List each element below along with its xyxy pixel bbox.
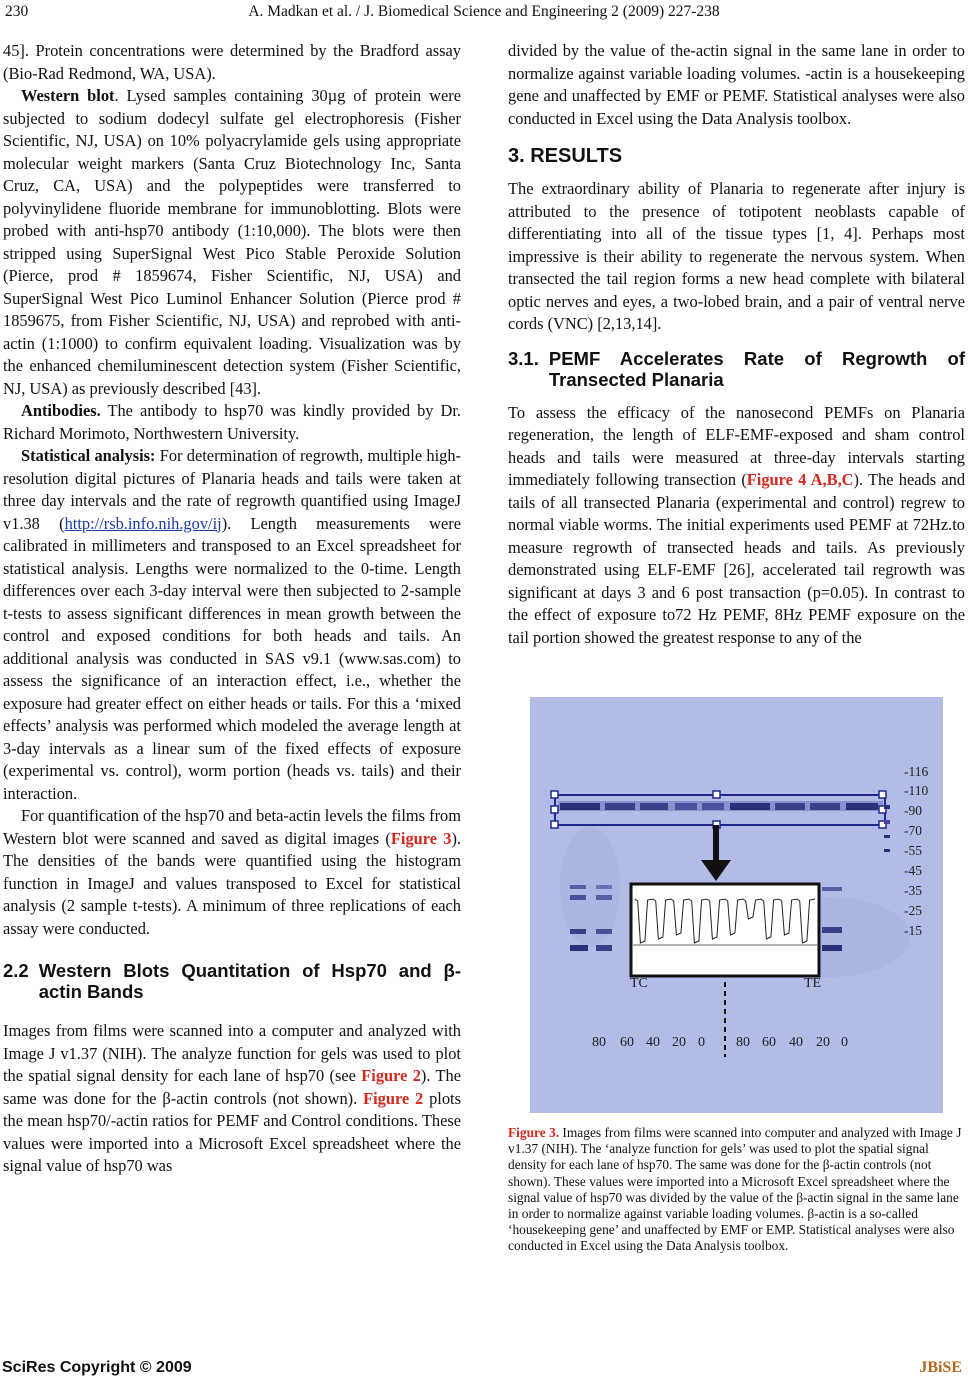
lead-antibodies: Antibodies. [21, 401, 101, 420]
paragraph-image-analysis [3, 1020, 461, 1178]
lead-western-blot: Western blot [21, 86, 115, 105]
section-3-1-number: 3.1. [508, 347, 539, 369]
mw-marker: -15 [904, 923, 922, 938]
figure-3-western-blot [530, 697, 943, 1113]
footer-journal: JBiSE [919, 1359, 962, 1376]
lane-labels-te [736, 1035, 848, 1050]
paragraph-western-blot [3, 85, 461, 400]
lane-tc-40: 40 [646, 1035, 660, 1050]
western-blot-image [530, 697, 943, 1113]
imagej-link[interactable]: http://rsb.info.nih.gov/ij [64, 513, 222, 533]
lane-tc-80: 80 [592, 1035, 606, 1050]
running-header [0, 3, 968, 25]
paragraph-normalization: divided by the value of the-actin signal in the same lane in order to normalize against variable loading volumes. -actin is a housekeeping gene and unaffected by EMF or PEMF. Statistical analyses were also conducted in Excel using the Data Analysis toolbox. [508, 41, 965, 128]
down-arrow-icon [701, 825, 731, 881]
page-footer [0, 1359, 968, 1383]
mw-marker: -55 [904, 843, 922, 858]
text-quant-b: ). The densities of the bands were quantified using the histogram function in ImageJ and values transposed to Excel for statistical analysis (2 sample t-tests). A minimum of three replications of each assay were conducted. [3, 828, 461, 938]
text-western-blot: . Lysed samples containing 30µg of protein were subjected to sodium dodecyl sulfate gel electrophoresis (Fisher Scientific, NJ, USA) on 10% polyacrylamide gels using appropriate molecular weight markers (Santa Cruz Biotechnology Inc, Santa Cruz, CA, USA) and the polypeptides were transferred to polyvinylidene fluoride membrane for immunoblotting. Blots were probed with anti-hsp70 antibody (1:10,000). The blots were then stripped using SuperSignal West Pico Stable Peroxide Solution (Pierce, prod # 1859674, Fisher Scientific, NJ, USA) and SuperSignal West Pico Luminol Enhancer Solution (Pierce prod # 1859675, from Fisher Scientific, NJ, USA) and reprobed with anti-actin (1:1000) to confirm equivalent loading. Visualization was by the enhanced chemiluminescent detection system (Fisher Scientific, NJ, USA) as previously described [43]. [3, 86, 462, 398]
lane-te-60: 60 [762, 1035, 776, 1050]
text-image-b: ). The same was done for the β-actin controls (not shown). [3, 1066, 461, 1108]
page-number: 230 [5, 3, 29, 20]
left-column [3, 40, 461, 1178]
mw-marker: -25 [904, 903, 922, 918]
label-te: TE [804, 976, 822, 991]
density-plot [631, 884, 819, 976]
lane-tc-0: 0 [698, 1035, 705, 1050]
paragraph-quantification [3, 805, 461, 940]
lane-tc-20: 20 [672, 1035, 686, 1050]
text-statistical-b: ). Length measurements were calibrated in millimeters and transposed to an Excel spreadsheet for statistical analysis. Lengths were normalized to the 0-time. Length differences over each 3-day interval were then subjected to 2-sample t-tests to assess significant differences in mean growth between the control and exposed conditions for both heads and tails. An additional analysis was conducted in SAS v9.1 (www.sas.com) to assess the significance of an interaction effect, i.e., whether the exposure had greater effect on either heads or tails. For this a ‘mixed effects’ analysis was performed which modeled the average length at 3-day intervals as a linear sum of the fixed effects of exposure (experimental vs. control), worm portion (heads vs. tails) and their interaction. [3, 513, 461, 803]
figure-2-ref-2[interactable]: Figure 2 [363, 1088, 424, 1108]
text-image-a: Images from films were scanned into a computer and analyzed with Image J v1.37 (NIH). The analyze function for gels was used to plot the spatial signal density for each lane of hsp70 (see [3, 1021, 461, 1085]
figure-4-ref[interactable]: Figure 4 A,B,C [746, 470, 854, 489]
lane-te-80: 80 [736, 1035, 750, 1050]
mw-marker: -116 [904, 764, 929, 779]
lead-statistical-analysis: Statistical analysis: [21, 446, 156, 465]
footer-copyright: SciRes Copyright © 2009 [2, 1359, 192, 1376]
results-heading: 3. RESULTS [508, 145, 623, 167]
mw-marker: -35 [904, 883, 922, 898]
section-2-2-title: Western Blots Quantitation of Hsp70 and β-actin Bands [38, 960, 461, 1002]
text-statistical-a: For determination of regrowth, multiple high-resolution digital pictures of Planaria heads and tails were taken at three day intervals and the rate of regrowth quantified using ImageJ v1.38 ( [3, 446, 461, 533]
lane-te-0: 0 [841, 1035, 848, 1050]
section-2-2-heading [3, 960, 461, 1002]
paragraph-antibodies [3, 400, 461, 445]
section-3-1-title: PEMF Accelerates Rate of Regrowth of Transected Planaria [548, 347, 965, 390]
paragraph-regeneration: The extraordinary ability of Planaria to regenerate after injury is attributed to the presence of totipotent neoblasts capable of differentiating into all of the tissue types [1, 4]. Perhaps most impressive is their ability to regenerate the nervous system. When transected the tail region forms a new head complete with bilateral optic nerves and eyes, a two-lobed brain, and a pair of ventral nerve cords (VNC) [2,13,14]. [508, 179, 965, 333]
text-image-c: plots the mean hsp70/-actin ratios for PEMF and Control conditions. These values were imported into a Microsoft Excel spreadsheet where the signal value of hsp70 was [3, 1088, 461, 1175]
mw-markers [904, 764, 928, 938]
section-2-2-number: 2.2 [3, 960, 29, 981]
label-tc: TC [630, 976, 648, 991]
figure-3-caption [508, 1125, 963, 1255]
mw-marker: -45 [904, 863, 922, 878]
lane-tc-60: 60 [620, 1035, 634, 1050]
text-quant-a: For quantification of the hsp70 and beta-actin levels the films from Western blot were scanned and saved as digital images ( [3, 806, 461, 848]
paragraph-statistical-analysis [3, 445, 461, 805]
section-3-1-heading [508, 348, 965, 390]
figure-2-ref-1[interactable]: Figure 2 [361, 1066, 421, 1085]
paragraph-pemf-efficacy [508, 402, 965, 650]
text-pemf-a: To assess the efficacy of the nanosecond PEMFs on Planaria regeneration, the length of ELF-EMF-exposed and sham control heads and tails were measured at three-day intervals starting immediately following transection ( [508, 402, 965, 489]
lane-te-20: 20 [816, 1035, 830, 1050]
running-title: A. Madkan et al. / J. Biomedical Science and Engineering 2 (2009) 227-238 [248, 3, 720, 20]
figure-3-ref[interactable]: Figure 3 [390, 828, 452, 848]
lane-te-40: 40 [789, 1035, 803, 1050]
figure-3-caption-text: Images from films were scanned into computer and analyzed with Image J v1.37 (NIH). The ‘analyze function for gels’ was used to plot the spatial signal density for each lane of hsp70. The same was done for the β-actin controls (not shown). These values were imported into a Microsoft Excel spreadsheet where the signal value of hsp70 was divided by the value of the β-actin signal in the same lane in order to normalize against variable loading volumes. β-actin is a so-called ‘housekeeping gene’ and unaffected by EMF or EMP. Statistical analyses were also conducted in Excel using the Data Analysis toolbox. [508, 1125, 962, 1254]
figure-3-caption-label: Figure 3. [508, 1125, 560, 1140]
mw-marker: -70 [904, 823, 922, 838]
mw-marker: -90 [904, 803, 922, 818]
paragraph-protein-assay: 45]. Protein concentrations were determined by the Bradford assay (Bio-Rad Redmond, WA, USA). [3, 41, 461, 83]
text-pemf-b: ). The heads and tails of all transected Planaria (experimental and control) regrew to normal viable worms. The initial experiments used PEMF at 72Hz.to measure regrowth of transected heads and tails. As previously demonstrated using ELF-EMF [26], accelerated tail regrowth was significant at days 3 and 6 post transaction (p=0.05). In contrast to the effect of exposure to72 Hz PEMF, 8Hz PEMF exposure on the tail portion showed the greatest response to any of the [508, 470, 966, 647]
mw-marker: -110 [904, 783, 929, 798]
hsp70-band-row [558, 801, 883, 811]
lane-labels-tc [592, 1035, 705, 1050]
text-antibodies: The antibody to hsp70 was kindly provided by Dr. Richard Morimoto, Northwestern University. [3, 401, 461, 443]
right-column [508, 40, 965, 649]
